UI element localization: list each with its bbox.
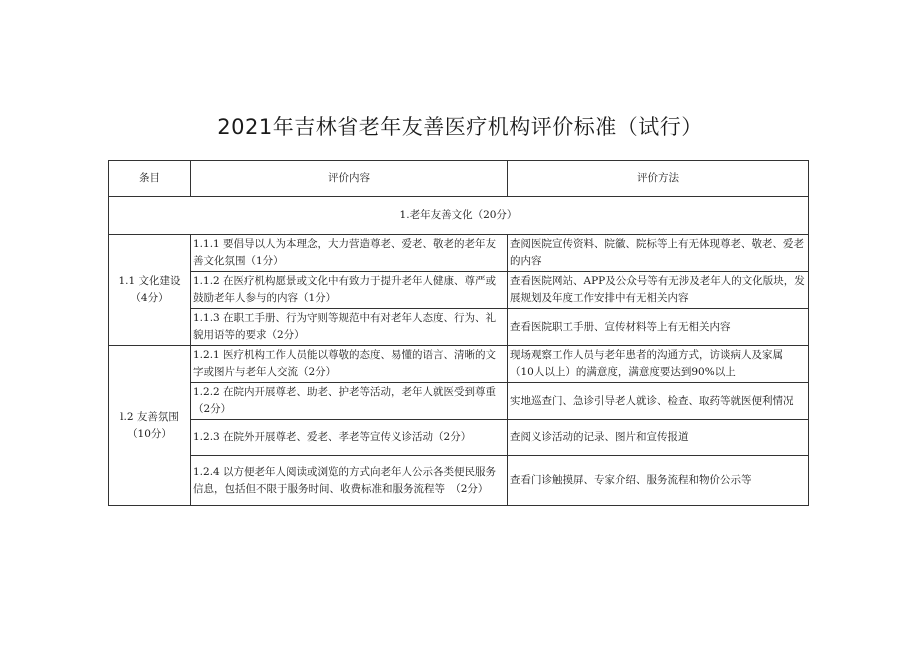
method-cell: 查阅义诊活动的记录、图片和宣传报道 — [508, 420, 809, 456]
table-row — [109, 383, 809, 420]
table-row — [109, 346, 809, 383]
section-row — [109, 197, 809, 235]
category-cell: l.2 友善氛围（10分） — [109, 346, 191, 506]
method-cell: 查看医院职工手册、宣传材料等上有无相关内容 — [508, 309, 809, 346]
header-method: 评价方法 — [508, 161, 809, 197]
evaluation-standards-table — [108, 160, 809, 506]
method-cell: 实地巡查门、急诊引导老人就诊、检查、取药等就医便利情况 — [508, 383, 809, 420]
section-title: 1.老年友善文化（20分） — [109, 197, 809, 235]
content-cell: 1.1.1 要倡导以人为本理念，大力营造尊老、爱老、敬老的老年友善文化氛围（1分） — [191, 235, 508, 272]
method-cell: 查看门诊触摸屏、专家介绍、服务流程和物价公示等 — [508, 456, 809, 506]
content-cell: 1.2.3 在院外开展尊老、爱老、孝老等宣传义诊活动（2分） — [191, 420, 508, 456]
content-cell: 1.1.2 在医疗机构愿景或文化中有致力于提升老年人健康、尊严或鼓励老年人参与的内容（1分） — [191, 272, 508, 309]
content-cell: 1.2.4 以方便老年人阅读或浏览的方式向老年人公示各类便民服务信息，包括但不限于服务时间、收费标准和服务流程等 （2分） — [191, 456, 508, 506]
document-title: 2021年吉林省老年友善医疗机构评价标准（试行） — [217, 115, 703, 139]
table-row — [109, 456, 809, 506]
method-cell: 查阅医院宣传资料、院徽、院标等上有无体现尊老、敬老、爱老的内容 — [508, 235, 809, 272]
header-item: 条目 — [109, 161, 191, 197]
method-cell: 现场观察工作人员与老年患者的沟通方式，访谈病人及家属（10人以上）的满意度，满意度要达到90%以上 — [508, 346, 809, 383]
content-cell: 1.2.1 医疗机构工作人员能以尊敬的态度、易懂的语言、清晰的文字或图片与老年人交流（2分） — [191, 346, 508, 383]
table-row — [109, 235, 809, 272]
content-cell: 1.2.2 在院内开展尊老、助老、护老等活动，老年人就医受到尊重（2分） — [191, 383, 508, 420]
table-row — [109, 420, 809, 456]
table-row — [109, 309, 809, 346]
method-cell: 查看医院网站、APP及公众号等有无涉及老年人的文化版块，发展规划及年度工作安排中有无相关内容 — [508, 272, 809, 309]
category-cell: 1.1 文化建设（4分） — [109, 235, 191, 346]
header-content: 评价内容 — [191, 161, 508, 197]
table-row — [109, 272, 809, 309]
content-cell: 1.1.3 在职工手册、行为守则等规范中有对老年人态度、行为、礼貌用语等的要求（2分） — [191, 309, 508, 346]
table-header-row — [109, 161, 809, 197]
